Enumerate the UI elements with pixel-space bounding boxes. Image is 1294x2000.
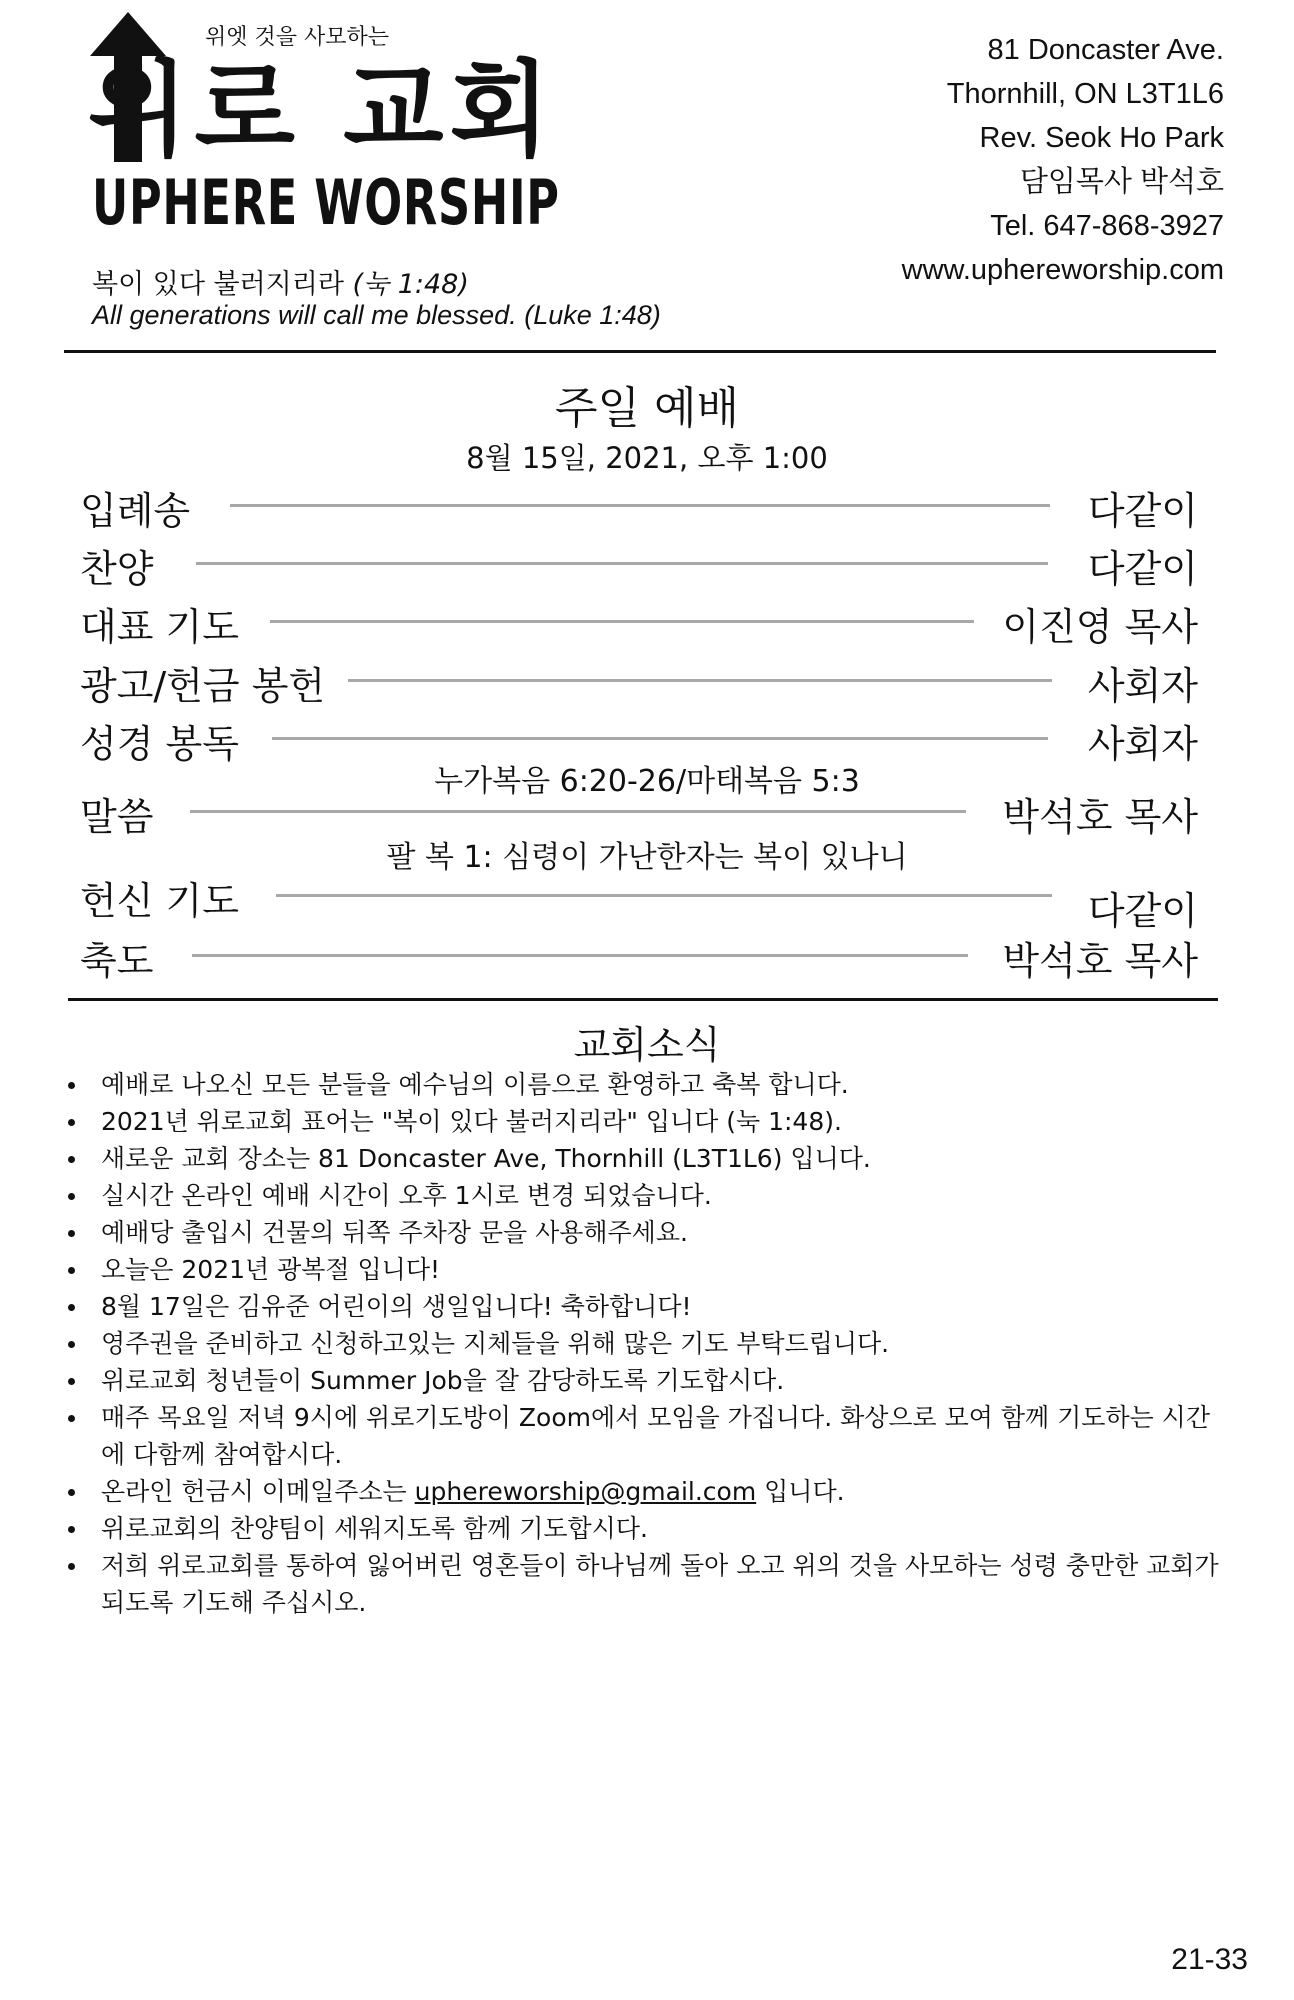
order-row: [80, 870, 1198, 933]
bullet-icon: [68, 1415, 75, 1422]
order-leader-line: [348, 679, 1052, 682]
order-label: 말씀: [80, 795, 154, 839]
church-address-block: [902, 28, 1224, 292]
news-text: 2021년 위로교회 표어는 "복이 있다 불러지리라" 입니다 (눅 1:48).: [101, 1107, 842, 1136]
scripture-reference: 누가복음 6:20-26/마태복음 5:3: [434, 764, 860, 799]
news-text: 새로운 교회 장소는 81 Doncaster Ave, Thornhill (L3T1L6) 입니다.: [101, 1144, 871, 1173]
order-row: [80, 930, 1198, 983]
news-text: 위로교회의 찬양팀이 세워지도록 함께 기도합시다.: [101, 1514, 648, 1543]
bullet-icon: [68, 1193, 75, 1200]
list-item: [68, 1510, 1233, 1547]
order-leader: 다같이: [1087, 489, 1198, 533]
logo-tagline: 위엣 것을 사모하는: [205, 25, 390, 50]
list-item: [68, 1251, 1233, 1288]
news-text: 실시간 온라인 예배 시간이 오후 1시로 변경 되었습니다.: [101, 1181, 712, 1210]
news-text: 예배당 출입시 건물의 뒤쪽 주차장 문을 사용해주세요.: [101, 1218, 688, 1247]
order-label: 입례송: [80, 489, 191, 533]
order-leader: 사회자: [1087, 722, 1198, 766]
service-title: 주일 예배: [554, 383, 739, 434]
order-row: [80, 713, 1198, 766]
bullet-icon: [68, 1082, 75, 1089]
service-divider: [68, 998, 1218, 1001]
order-label: 축도: [80, 939, 154, 983]
sermon-title: 팔 복 1: 심령이 가난한자는 복이 있나니: [386, 840, 908, 875]
list-item: [68, 1214, 1233, 1251]
telephone: Tel. 647-868-3927: [990, 210, 1224, 242]
news-title: 교회소식: [573, 1023, 721, 1067]
news-text: 오늘은 2021년 광복절 입니다!: [101, 1255, 440, 1284]
website-link[interactable]: www.uphereworship.com: [901, 254, 1224, 286]
order-label: 대표 기도: [80, 605, 239, 649]
address-street: 81 Doncaster Ave.: [987, 34, 1224, 66]
order-leader: 박석호 목사: [1002, 795, 1198, 839]
list-item: [68, 1066, 1233, 1103]
order-row: [80, 655, 1198, 708]
news-text: 영주권을 준비하고 신청하고있는 지체들을 위해 많은 기도 부탁드립니다.: [101, 1329, 890, 1358]
order-row: [80, 480, 1198, 533]
header-divider: [64, 350, 1216, 353]
logo-korean: 위로 교회: [88, 49, 557, 171]
order-leader-line: [230, 504, 1050, 507]
list-item: [68, 1288, 1233, 1325]
order-row: [80, 596, 1198, 649]
bullet-icon: [68, 1526, 75, 1533]
order-label: 헌신 기도: [80, 879, 239, 923]
list-item: [68, 1177, 1233, 1214]
verse-english: All generations will call me blessed. (Luke 1:48): [92, 300, 661, 330]
news-list: [68, 1066, 1233, 1621]
order-row: [80, 786, 1198, 839]
verse-korean-text: 복이 있다 불러지리라: [92, 269, 344, 300]
news-text: 저희 위로교회를 통하여 잃어버린 영혼들이 하나님께 돌아 오고 위의 것을 사모하는 성령 충만한 교회가되도록 기도해 주십시오.: [101, 1551, 1219, 1617]
order-row: [80, 538, 1198, 591]
list-item: [68, 1103, 1233, 1140]
news-text: 예배로 나오신 모든 분들을 예수님의 이름으로 환영하고 축복 합니다.: [101, 1070, 849, 1099]
order-leader-line: [196, 562, 1048, 565]
list-item: [68, 1140, 1233, 1177]
bullet-icon: [68, 1304, 75, 1311]
bullet-icon: [68, 1119, 75, 1126]
list-item: [68, 1399, 1233, 1473]
list-item: [68, 1547, 1233, 1621]
order-leader: 이진영 목사: [1002, 605, 1198, 649]
order-leader-line: [270, 620, 974, 623]
order-label: 광고/헌금 봉헌: [80, 664, 326, 708]
email-suffix: 입니다.: [764, 1477, 845, 1506]
order-leader: 사회자: [1087, 664, 1198, 708]
bullet-icon: [68, 1489, 75, 1496]
order-leader-line: [272, 737, 1048, 740]
order-leader: 다같이: [1087, 547, 1198, 591]
list-item: [68, 1362, 1233, 1399]
news-text: 위로교회 청년들이 Summer Job을 잘 감당하도록 기도합시다.: [101, 1366, 785, 1395]
service-date: 8월 15일, 2021, 오후 1:00: [466, 441, 828, 475]
pastor-english: Rev. Seok Ho Park: [979, 122, 1224, 154]
bullet-icon: [68, 1378, 75, 1385]
page-number: 21-33: [1171, 1943, 1248, 1976]
order-label: 성경 봉독: [80, 722, 239, 766]
order-leader: 박석호 목사: [1002, 939, 1198, 983]
news-text: 매주 목요일 저녁 9시에 위로기도방이 Zoom에서 모임을 가집니다. 화상으로 모여 함께 기도하는 시간에 다함께 참여합시다.: [101, 1403, 1210, 1469]
order-leader-line: [276, 894, 1052, 897]
news-text: 8월 17일은 김유준 어린이의 생일입니다! 축하합니다!: [101, 1292, 692, 1321]
list-item: [68, 1325, 1233, 1362]
bullet-icon: [68, 1341, 75, 1348]
logo-english: UPHERE WORSHIP: [92, 166, 560, 239]
bullet-icon: [68, 1230, 75, 1237]
email-link[interactable]: uphereworship@gmail.com: [414, 1477, 757, 1506]
verse-korean-ref: (눅 1:48): [352, 269, 469, 300]
order-leader: 다같이: [1087, 889, 1198, 933]
bullet-icon: [68, 1563, 75, 1570]
address-city: Thornhill, ON L3T1L6: [946, 78, 1224, 110]
order-leader-line: [192, 954, 968, 957]
bullet-icon: [68, 1267, 75, 1274]
email-prefix: 온라인 헌금시 이메일주소는: [101, 1477, 407, 1506]
list-item: [68, 1473, 1233, 1510]
order-leader-line: [190, 810, 966, 813]
verse-korean: [92, 262, 469, 301]
pastor-korean: 담임목사 박석호: [1019, 166, 1224, 198]
order-label: 찬양: [80, 547, 154, 591]
bullet-icon: [68, 1156, 75, 1163]
